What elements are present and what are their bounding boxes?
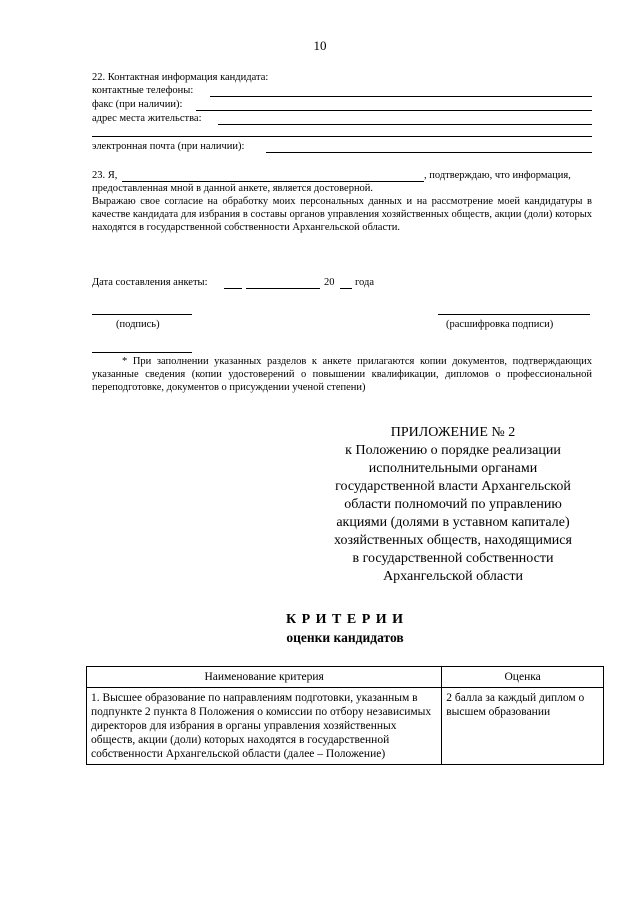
criteria-table xyxy=(86,666,604,765)
address-label: адрес места жительства: xyxy=(92,113,202,124)
section23-line2: предоставленная мной в данной анкете, является достоверной. xyxy=(92,183,374,194)
decode-label: (расшифровка подписи) xyxy=(446,319,554,330)
fax-line[interactable] xyxy=(196,110,592,111)
appendix-line: к Положению о порядке реализации xyxy=(345,443,561,458)
appendix-title: ПРИЛОЖЕНИЕ № 2 xyxy=(390,425,516,440)
phones-label: контактные телефоны: xyxy=(92,85,194,96)
col-score-header: Оценка xyxy=(442,667,604,688)
date-year-prefix: 20 xyxy=(324,277,335,288)
appendix-line: области полномочий по управлению xyxy=(344,497,562,512)
signature-label: (подпись) xyxy=(116,319,160,330)
criteria-heading: К Р И Т Е Р И И xyxy=(285,612,405,627)
email-label: электронная почта (при наличии): xyxy=(92,141,245,152)
date-label: Дата составления анкеты: xyxy=(92,277,208,288)
appendix-line: хозяйственных обществ, находящимися xyxy=(334,533,572,548)
table-row xyxy=(87,688,604,765)
signature-line[interactable] xyxy=(92,314,192,315)
col-name-header: Наименование критерия xyxy=(87,667,442,688)
appendix-block xyxy=(300,424,606,586)
appendix-line: Архангельской области xyxy=(383,569,523,584)
appendix-line: в государственной собственности xyxy=(352,551,554,566)
section23-prefix: 23. Я, xyxy=(92,170,118,181)
date-year-line[interactable] xyxy=(340,288,352,289)
fax-label: факс (при наличии): xyxy=(92,99,183,110)
date-month-line[interactable] xyxy=(246,288,320,289)
page-number: 10 xyxy=(313,38,327,53)
section22-title: 22. Контактная информация кандидата: xyxy=(92,72,269,83)
criteria-subheading: оценки кандидатов xyxy=(286,630,404,645)
decode-line[interactable] xyxy=(438,314,590,315)
footnote-text: * При заполнении указанных разделов к анкете прилагаются копии документов, подтверждающих указанные сведения (копии удостоверений о повышении квалификации, дипломов о профессиональной переподготовке, документов о присуждении ученой степени) xyxy=(92,356,592,393)
section23-suffix: , подтверждаю, что информация, xyxy=(424,170,571,181)
appendix-line: исполнительными органами xyxy=(368,461,538,476)
address-line-2[interactable] xyxy=(92,136,592,137)
address-line[interactable] xyxy=(218,124,592,125)
phones-line[interactable] xyxy=(210,96,592,97)
appendix-line: акциями (долями в уставном капитале) xyxy=(336,515,570,530)
footnote-separator xyxy=(92,352,192,353)
email-line[interactable] xyxy=(266,152,592,153)
appendix-line: государственной власти Архангельской xyxy=(335,479,571,494)
criterion-score: 2 балла за каждый диплом о высшем образовании xyxy=(442,688,604,765)
date-day-line[interactable] xyxy=(224,288,242,289)
consent-text: Выражаю свое согласие на обработку моих персональных данных и на рассмотрение моей кандидатуры в качестве кандидата для избрания в составы органов управления хозяйственных обществ, акции (доли) которых находятся в государственной собственности Архангельской области. xyxy=(92,196,592,233)
criterion-name: 1. Высшее образование по направлениям подготовки, указанным в подпункте 2 пункта 8 Положения о комиссии по отбору независимых директоров для избрания в органы управления хозяйственных обществ, акции (доли) которых находятся в государственной собственности Архангельской области (далее – Положение) xyxy=(87,688,442,765)
table-header-row xyxy=(87,667,604,688)
date-suffix: года xyxy=(355,277,374,288)
